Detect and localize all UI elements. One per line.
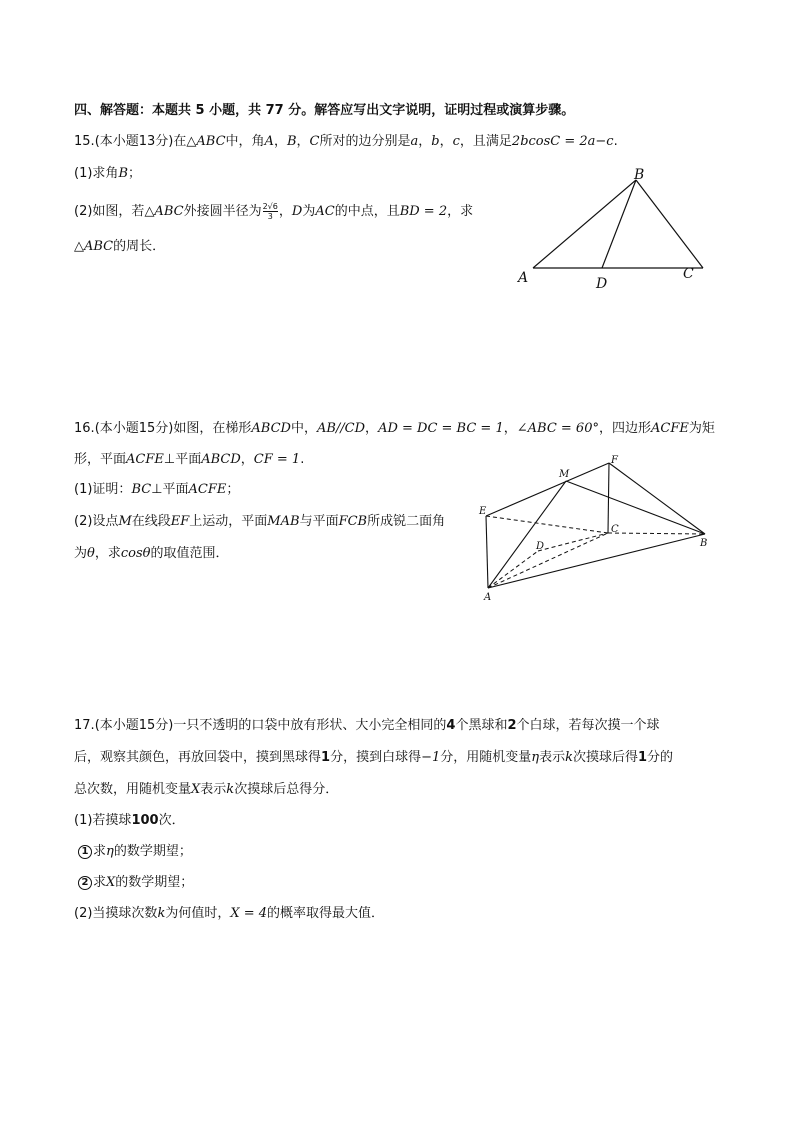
- edge-cb: [608, 533, 705, 534]
- q15-triangle-figure: [510, 160, 710, 300]
- q16-part2-line1: (2)设点M在线段EF上运动，平面MAB与平面FCB所成锐二面角: [74, 514, 446, 529]
- q15-part2-line1: (2)如图，若△ABC外接圆半径为 $\frac{2√6}{3}$ ，D为AC的中点，且BD = 2，求: [74, 202, 474, 221]
- edge-ef: [486, 463, 609, 516]
- label-d: D: [536, 541, 545, 552]
- edge-ea: [486, 516, 488, 588]
- q17-part2: (2)当摸球次数k为何值时，X = 4的概率取得最大值．: [74, 906, 385, 921]
- q17-sub2: 2 求X的数学期望；: [78, 874, 193, 892]
- side-bc: [636, 180, 703, 268]
- label-c: C: [611, 524, 619, 535]
- q15-stem: 15.(本小题13分)在△ABC中，角A，B，C所对的边分别是a，b，c，且满足2bcosC = 2a−c.: [74, 134, 618, 149]
- circled-number-1: 1: [78, 845, 92, 859]
- q17-stem-line1: 17.(本小题15分)一只不透明的口袋中放有形状、大小完全相同的4个黑球和2个白球，若每次摸一个球: [74, 718, 660, 733]
- q15-part1: (1)求角B；: [74, 166, 142, 181]
- q16-part1: (1)证明：BC⊥平面ACFE；: [74, 482, 240, 497]
- q17-stem-line3: 总次数，用随机变量X表示k次摸球后总得分．: [74, 782, 339, 797]
- label-c: C: [683, 266, 694, 282]
- edge-fb: [609, 463, 705, 534]
- q17-sub1: 1 求η的数学期望；: [78, 843, 192, 861]
- edge-ab: [488, 534, 708, 588]
- edge-ac: [488, 533, 608, 588]
- section-heading: 四、解答题：本题共 5 小题，共 77 分。解答应写出文字说明，证明过程或演算步骤。: [74, 103, 575, 118]
- label-m: M: [559, 469, 570, 480]
- edge-ad: [488, 551, 538, 588]
- side-ab: [533, 180, 636, 268]
- label-d: D: [596, 276, 608, 292]
- edge-mb: [566, 481, 705, 534]
- edge-fc: [608, 463, 609, 533]
- q16-part2-line2: 为θ，求cosθ的取值范围．: [74, 546, 229, 561]
- q17-part1: (1)若摸球100次．: [74, 813, 185, 828]
- q15-part2-line2: △ABC的周长．: [74, 239, 166, 254]
- label-a: A: [484, 592, 492, 603]
- label-f: F: [611, 455, 618, 466]
- label-b: B: [634, 167, 645, 183]
- q16-stem-line2: 形，平面ACFE⊥平面ABCD，CF = 1.: [74, 452, 305, 467]
- label-e: E: [479, 506, 487, 517]
- edge-dc: [538, 533, 608, 551]
- circled-number-2: 2: [78, 876, 92, 890]
- radius-fraction: $\frac{2√6}{3}$: [262, 202, 278, 221]
- label-b: B: [700, 538, 708, 549]
- segment-bd: [602, 180, 636, 268]
- q16-stem-line1: 16.(本小题15分)如图，在梯形ABCD中，AB//CD，AD = DC = BC = 1，∠ABC = 60°，四边形ACFE为矩: [74, 421, 715, 436]
- q16-solid-figure: [476, 455, 716, 605]
- label-a: A: [518, 270, 529, 286]
- edge-ec: [486, 516, 608, 533]
- q17-stem-line2: 后，观察其颜色，再放回袋中，摸到黑球得1分，摸到白球得−1分，用随机变量η表示k次摸球后得1分的: [74, 750, 674, 765]
